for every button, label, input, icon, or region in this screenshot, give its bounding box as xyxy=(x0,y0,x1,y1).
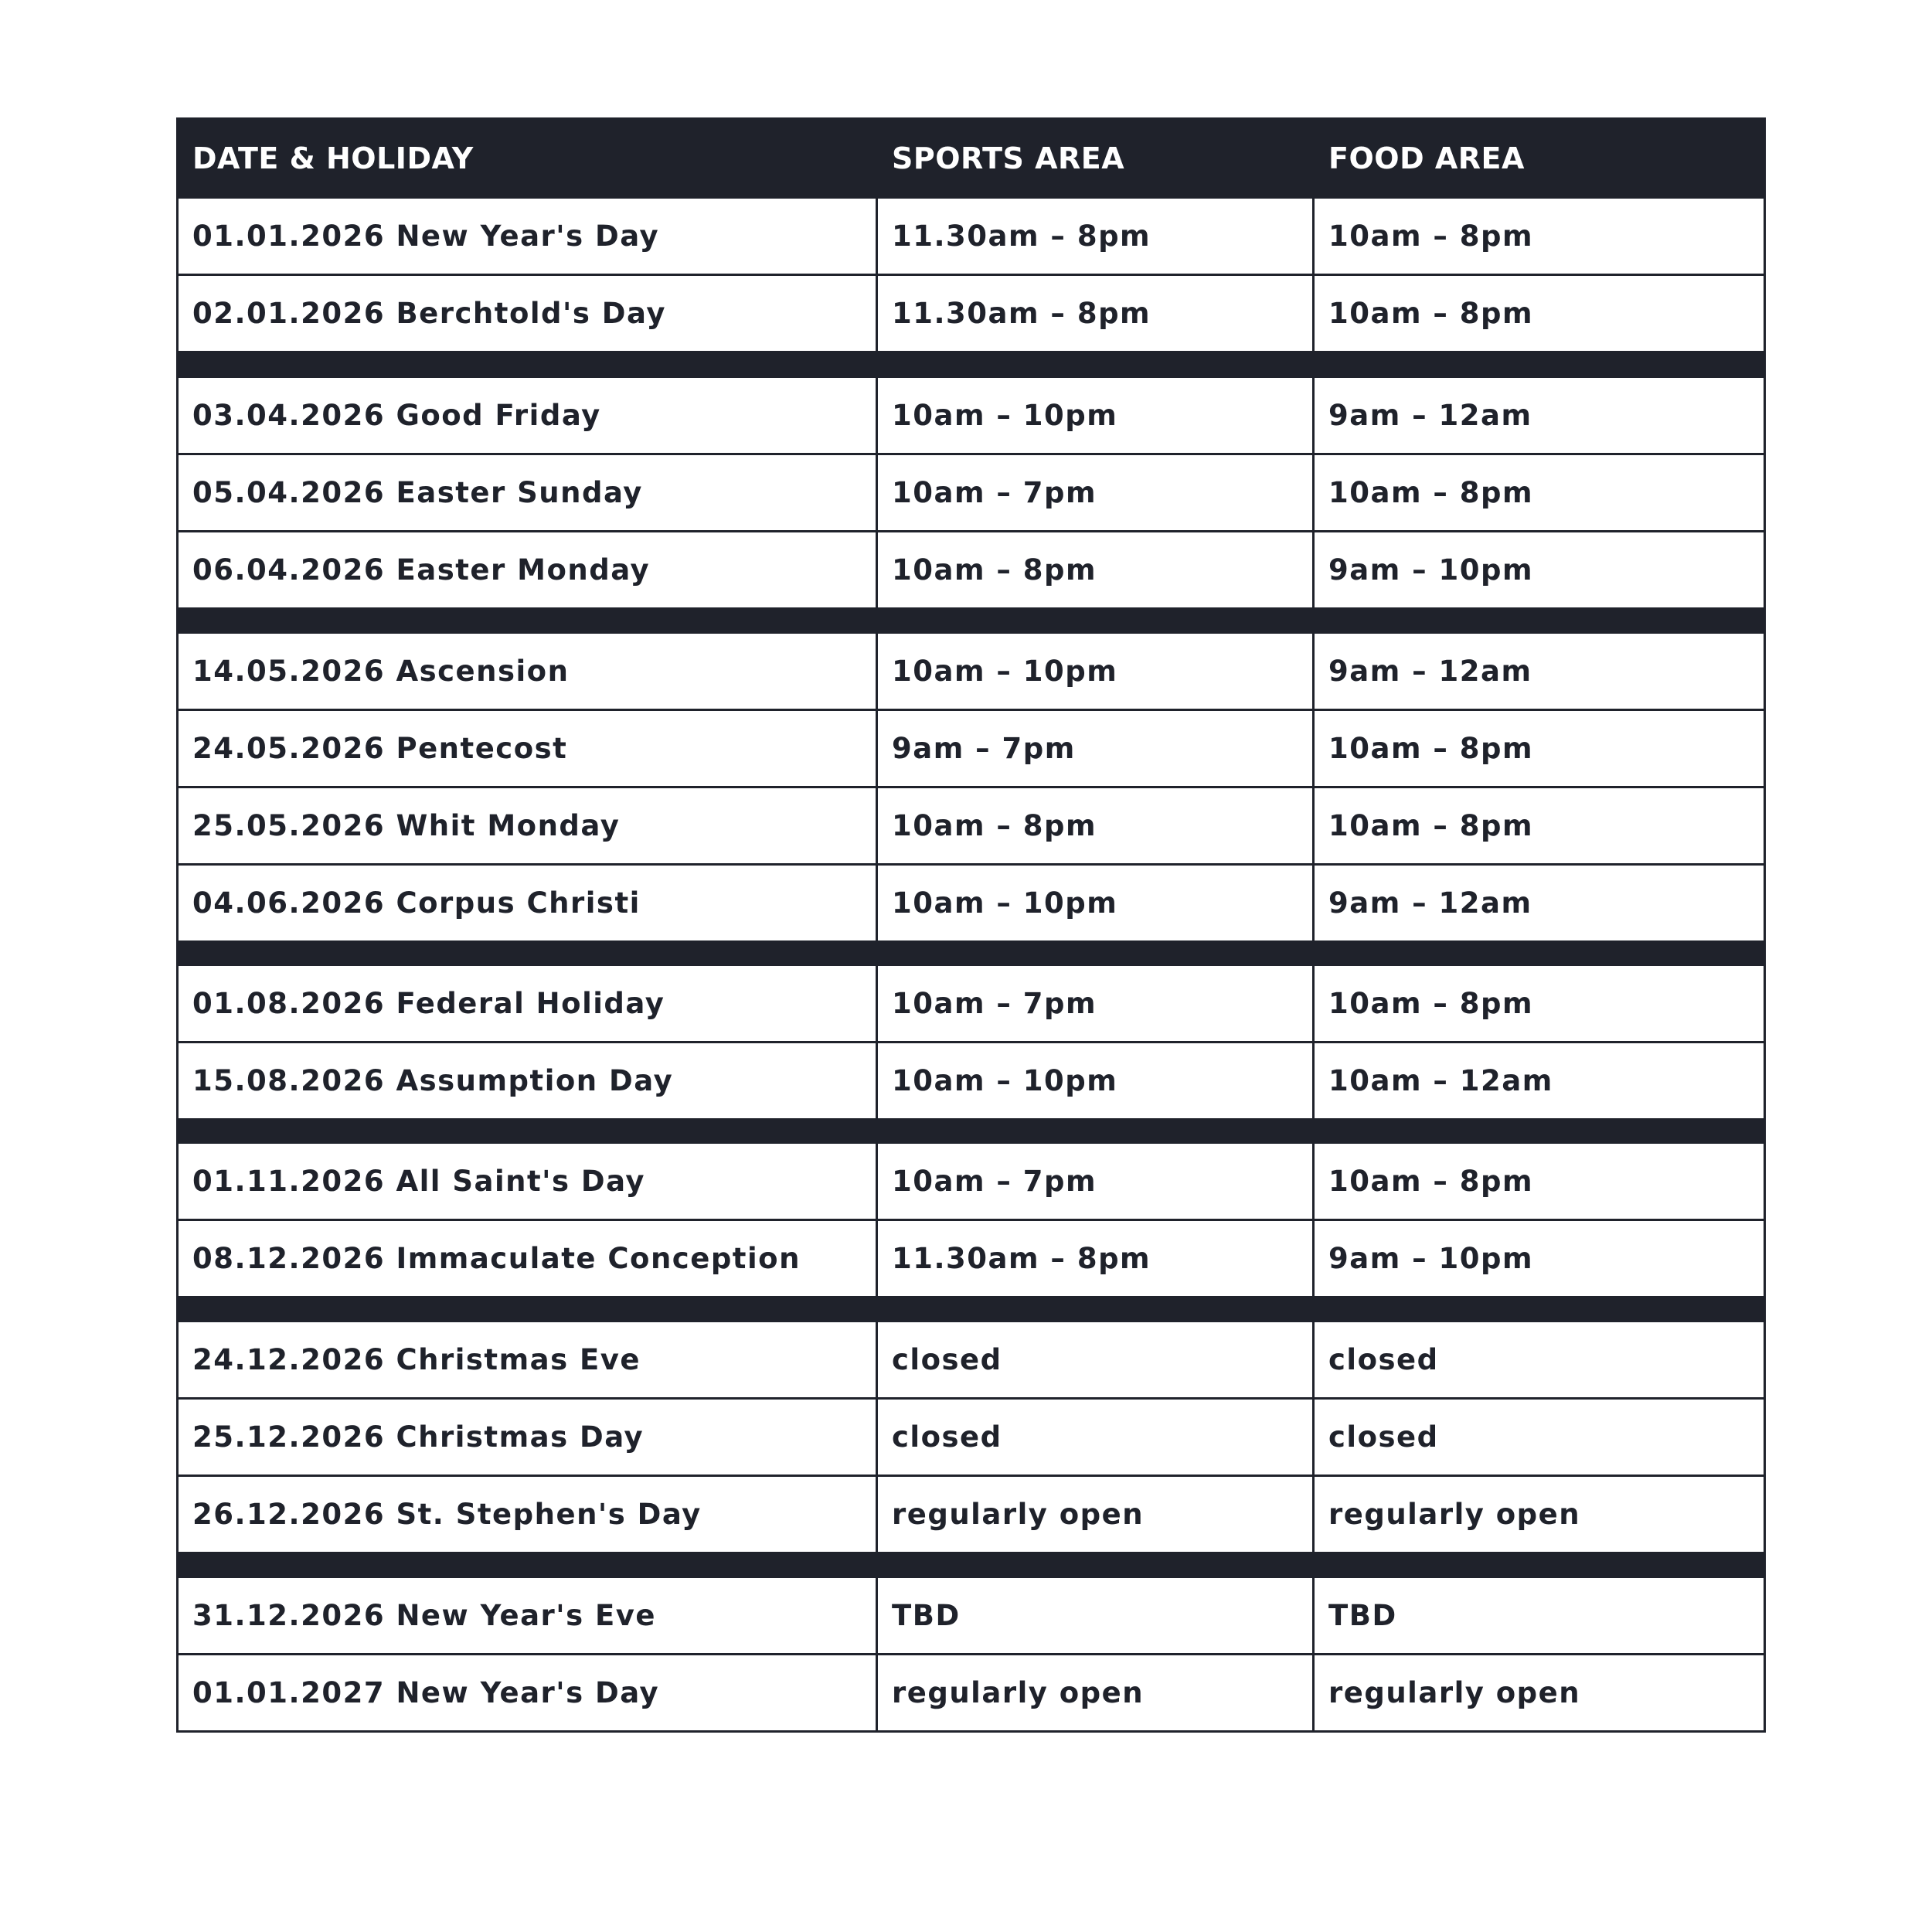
cell-food-hours: 10am – 12am xyxy=(1314,1043,1765,1120)
cell-food-hours: regularly open xyxy=(1314,1476,1765,1553)
cell-food-hours: closed xyxy=(1314,1321,1765,1399)
cell-sports-hours: 10am – 10pm xyxy=(877,1043,1314,1120)
cell-date-holiday: 24.12.2026 Christmas Eve xyxy=(178,1321,877,1399)
cell-sports-hours: 10am – 8pm xyxy=(877,532,1314,609)
table-row xyxy=(178,198,1765,275)
cell-food-hours: 10am – 8pm xyxy=(1314,198,1765,275)
cell-sports-hours: 10am – 10pm xyxy=(877,865,1314,942)
cell-sports-hours: 11.30am – 8pm xyxy=(877,1220,1314,1298)
cell-food-hours: 10am – 8pm xyxy=(1314,787,1765,865)
table-row xyxy=(178,1399,1765,1476)
table-row xyxy=(178,1143,1765,1220)
group-separator xyxy=(178,1120,1765,1143)
cell-date-holiday: 31.12.2026 New Year's Eve xyxy=(178,1577,877,1655)
cell-sports-hours: 11.30am – 8pm xyxy=(877,275,1314,352)
separator-bar xyxy=(178,1553,1765,1577)
header-date-holiday: DATE & HOLIDAY xyxy=(178,119,877,198)
header-food-area: FOOD AREA xyxy=(1314,119,1765,198)
cell-sports-hours: 11.30am – 8pm xyxy=(877,198,1314,275)
cell-sports-hours: 10am – 7pm xyxy=(877,1143,1314,1220)
table-row xyxy=(178,633,1765,710)
separator-bar xyxy=(178,1120,1765,1143)
cell-food-hours: regularly open xyxy=(1314,1655,1765,1732)
cell-date-holiday: 01.01.2026 New Year's Day xyxy=(178,198,877,275)
cell-food-hours: 10am – 8pm xyxy=(1314,454,1765,532)
cell-date-holiday: 14.05.2026 Ascension xyxy=(178,633,877,710)
cell-date-holiday: 24.05.2026 Pentecost xyxy=(178,710,877,787)
cell-sports-hours: 10am – 10pm xyxy=(877,377,1314,454)
cell-sports-hours: regularly open xyxy=(877,1476,1314,1553)
cell-date-holiday: 01.11.2026 All Saint's Day xyxy=(178,1143,877,1220)
cell-date-holiday: 01.08.2026 Federal Holiday xyxy=(178,965,877,1043)
separator-bar xyxy=(178,1298,1765,1321)
header-row xyxy=(178,119,1765,198)
group-separator xyxy=(178,1298,1765,1321)
cell-food-hours: 9am – 10pm xyxy=(1314,1220,1765,1298)
cell-food-hours: 10am – 8pm xyxy=(1314,1143,1765,1220)
table-row xyxy=(178,710,1765,787)
table-header xyxy=(178,119,1765,198)
table-row xyxy=(178,1577,1765,1655)
cell-sports-hours: TBD xyxy=(877,1577,1314,1655)
cell-food-hours: 9am – 12am xyxy=(1314,633,1765,710)
group-separator xyxy=(178,352,1765,377)
table-row xyxy=(178,1476,1765,1553)
cell-sports-hours: 10am – 10pm xyxy=(877,633,1314,710)
cell-date-holiday: 01.01.2027 New Year's Day xyxy=(178,1655,877,1732)
table-row xyxy=(178,532,1765,609)
cell-sports-hours: closed xyxy=(877,1399,1314,1476)
cell-date-holiday: 06.04.2026 Easter Monday xyxy=(178,532,877,609)
cell-date-holiday: 25.12.2026 Christmas Day xyxy=(178,1399,877,1476)
group-separator xyxy=(178,1553,1765,1577)
group-separator xyxy=(178,609,1765,633)
table-row xyxy=(178,275,1765,352)
holiday-schedule-table xyxy=(176,117,1766,1733)
cell-food-hours: 10am – 8pm xyxy=(1314,275,1765,352)
cell-sports-hours: 9am – 7pm xyxy=(877,710,1314,787)
cell-sports-hours: closed xyxy=(877,1321,1314,1399)
table-row xyxy=(178,377,1765,454)
cell-date-holiday: 03.04.2026 Good Friday xyxy=(178,377,877,454)
table-row xyxy=(178,1043,1765,1120)
cell-sports-hours: 10am – 7pm xyxy=(877,454,1314,532)
cell-sports-hours: 10am – 8pm xyxy=(877,787,1314,865)
cell-date-holiday: 08.12.2026 Immaculate Conception xyxy=(178,1220,877,1298)
separator-bar xyxy=(178,352,1765,377)
cell-date-holiday: 26.12.2026 St. Stephen's Day xyxy=(178,1476,877,1553)
separator-bar xyxy=(178,942,1765,965)
cell-sports-hours: regularly open xyxy=(877,1655,1314,1732)
table-row xyxy=(178,1220,1765,1298)
table-row xyxy=(178,1321,1765,1399)
separator-bar xyxy=(178,609,1765,633)
table-body xyxy=(178,198,1765,1732)
cell-food-hours: 10am – 8pm xyxy=(1314,965,1765,1043)
cell-date-holiday: 05.04.2026 Easter Sunday xyxy=(178,454,877,532)
header-sports-area: SPORTS AREA xyxy=(877,119,1314,198)
cell-food-hours: 10am – 8pm xyxy=(1314,710,1765,787)
table-row xyxy=(178,865,1765,942)
table-row xyxy=(178,1655,1765,1732)
group-separator xyxy=(178,942,1765,965)
cell-food-hours: closed xyxy=(1314,1399,1765,1476)
table-row xyxy=(178,454,1765,532)
cell-date-holiday: 25.05.2026 Whit Monday xyxy=(178,787,877,865)
cell-date-holiday: 02.01.2026 Berchtold's Day xyxy=(178,275,877,352)
cell-food-hours: TBD xyxy=(1314,1577,1765,1655)
table-row xyxy=(178,787,1765,865)
cell-date-holiday: 15.08.2026 Assumption Day xyxy=(178,1043,877,1120)
cell-date-holiday: 04.06.2026 Corpus Christi xyxy=(178,865,877,942)
cell-food-hours: 9am – 10pm xyxy=(1314,532,1765,609)
table-row xyxy=(178,965,1765,1043)
cell-food-hours: 9am – 12am xyxy=(1314,865,1765,942)
cell-sports-hours: 10am – 7pm xyxy=(877,965,1314,1043)
cell-food-hours: 9am – 12am xyxy=(1314,377,1765,454)
